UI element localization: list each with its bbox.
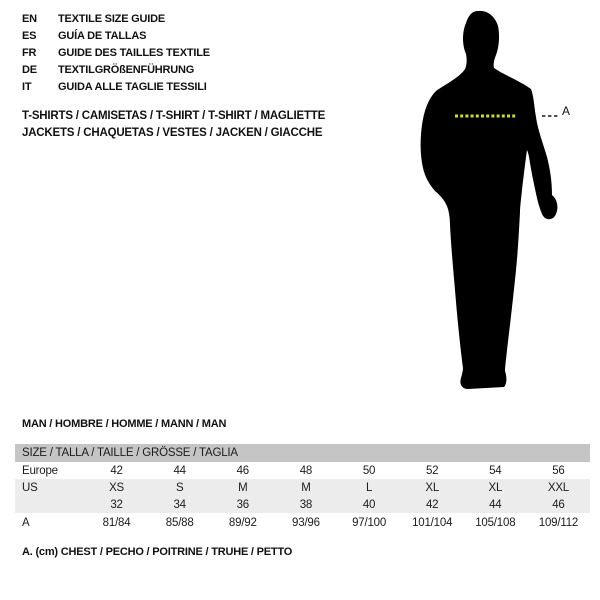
size-cell: 32 [85, 496, 148, 513]
size-table-header-row [15, 444, 590, 462]
size-table-body [15, 462, 590, 532]
section-title-man: MAN / HOMBRE / HOMME / MANN / MAN [22, 418, 227, 430]
size-cell: 48 [299, 464, 313, 477]
size-cell: M [274, 479, 337, 496]
size-cell: 52 [425, 464, 439, 477]
man-figure [400, 5, 585, 390]
size-cell: 109/112 [538, 516, 579, 529]
size-cell: 46 [236, 464, 250, 477]
row-label: A [22, 516, 30, 529]
size-cell: 105/108 [475, 516, 516, 529]
language-guide-title: GUIDE DES TAILLES TEXTILE [58, 47, 210, 59]
category-titles [22, 108, 325, 142]
size-cell: 81/84 [102, 516, 131, 529]
language-code: ES [22, 30, 37, 42]
table-row [15, 479, 590, 496]
size-cell: 89/92 [228, 516, 257, 529]
category-line-tshirts: T-SHIRTS / CAMISETAS / T-SHIRT / T-SHIRT / MAGLIETTE [22, 110, 326, 122]
language-guide-title: GUÍA DE TALLAS [58, 30, 147, 42]
size-cell: 42 [110, 464, 123, 477]
measure-label-a: A [562, 104, 571, 118]
size-table-header: SIZE / TALLA / TAILLE / GRÖSSE / TAGLIA [15, 444, 590, 462]
table-row [15, 462, 590, 479]
language-row [22, 45, 210, 62]
language-code: EN [22, 13, 37, 25]
size-cell: 56 [552, 464, 565, 477]
language-row [22, 79, 210, 96]
language-guide-title: GUIDA ALLE TAGLIE TESSILI [58, 81, 207, 93]
size-cell: 85/88 [165, 516, 194, 529]
row-label: US [15, 479, 85, 496]
size-table [15, 444, 590, 532]
size-cell: M [211, 479, 274, 496]
language-code: FR [22, 47, 37, 59]
language-title-list [22, 11, 210, 96]
size-cell: XL [464, 479, 527, 496]
size-cell: 101/104 [412, 516, 453, 529]
size-cell: 34 [148, 496, 211, 513]
language-row [22, 62, 210, 79]
table-row [15, 513, 590, 532]
size-cell: 46 [527, 496, 590, 513]
language-row [22, 28, 210, 45]
language-code: IT [22, 81, 32, 93]
language-guide-title: TEXTILGRÖßENFÜHRUNG [58, 64, 195, 76]
size-cell: 44 [464, 496, 527, 513]
size-cell: 97/100 [352, 516, 387, 529]
row-label [15, 496, 85, 513]
size-cell: 50 [362, 464, 376, 477]
size-cell: 36 [211, 496, 274, 513]
size-cell: XXL [527, 479, 590, 496]
measurement-footnote: A. (cm) CHEST / PECHO / POITRINE / TRUHE / PETTO [22, 546, 293, 558]
man-silhouette-shape [421, 11, 558, 389]
category-line-jackets: JACKETS / CHAQUETAS / VESTES / JACKEN / GIACCHE [22, 127, 323, 139]
size-cell: 42 [401, 496, 464, 513]
man-silhouette-image [400, 5, 585, 390]
table-row [15, 496, 590, 513]
language-guide-title: TEXTILE SIZE GUIDE [58, 13, 166, 25]
size-cell: 38 [274, 496, 337, 513]
size-cell: L [338, 479, 401, 496]
size-cell: 44 [173, 464, 186, 477]
size-cell: XL [401, 479, 464, 496]
size-cell: 54 [489, 464, 502, 477]
size-cell: 40 [338, 496, 401, 513]
size-cell: S [148, 479, 211, 496]
language-row [22, 11, 210, 28]
row-label: Europe [22, 464, 58, 477]
size-cell: 93/96 [292, 516, 320, 529]
language-code: DE [22, 64, 37, 76]
size-cell: XS [85, 479, 148, 496]
